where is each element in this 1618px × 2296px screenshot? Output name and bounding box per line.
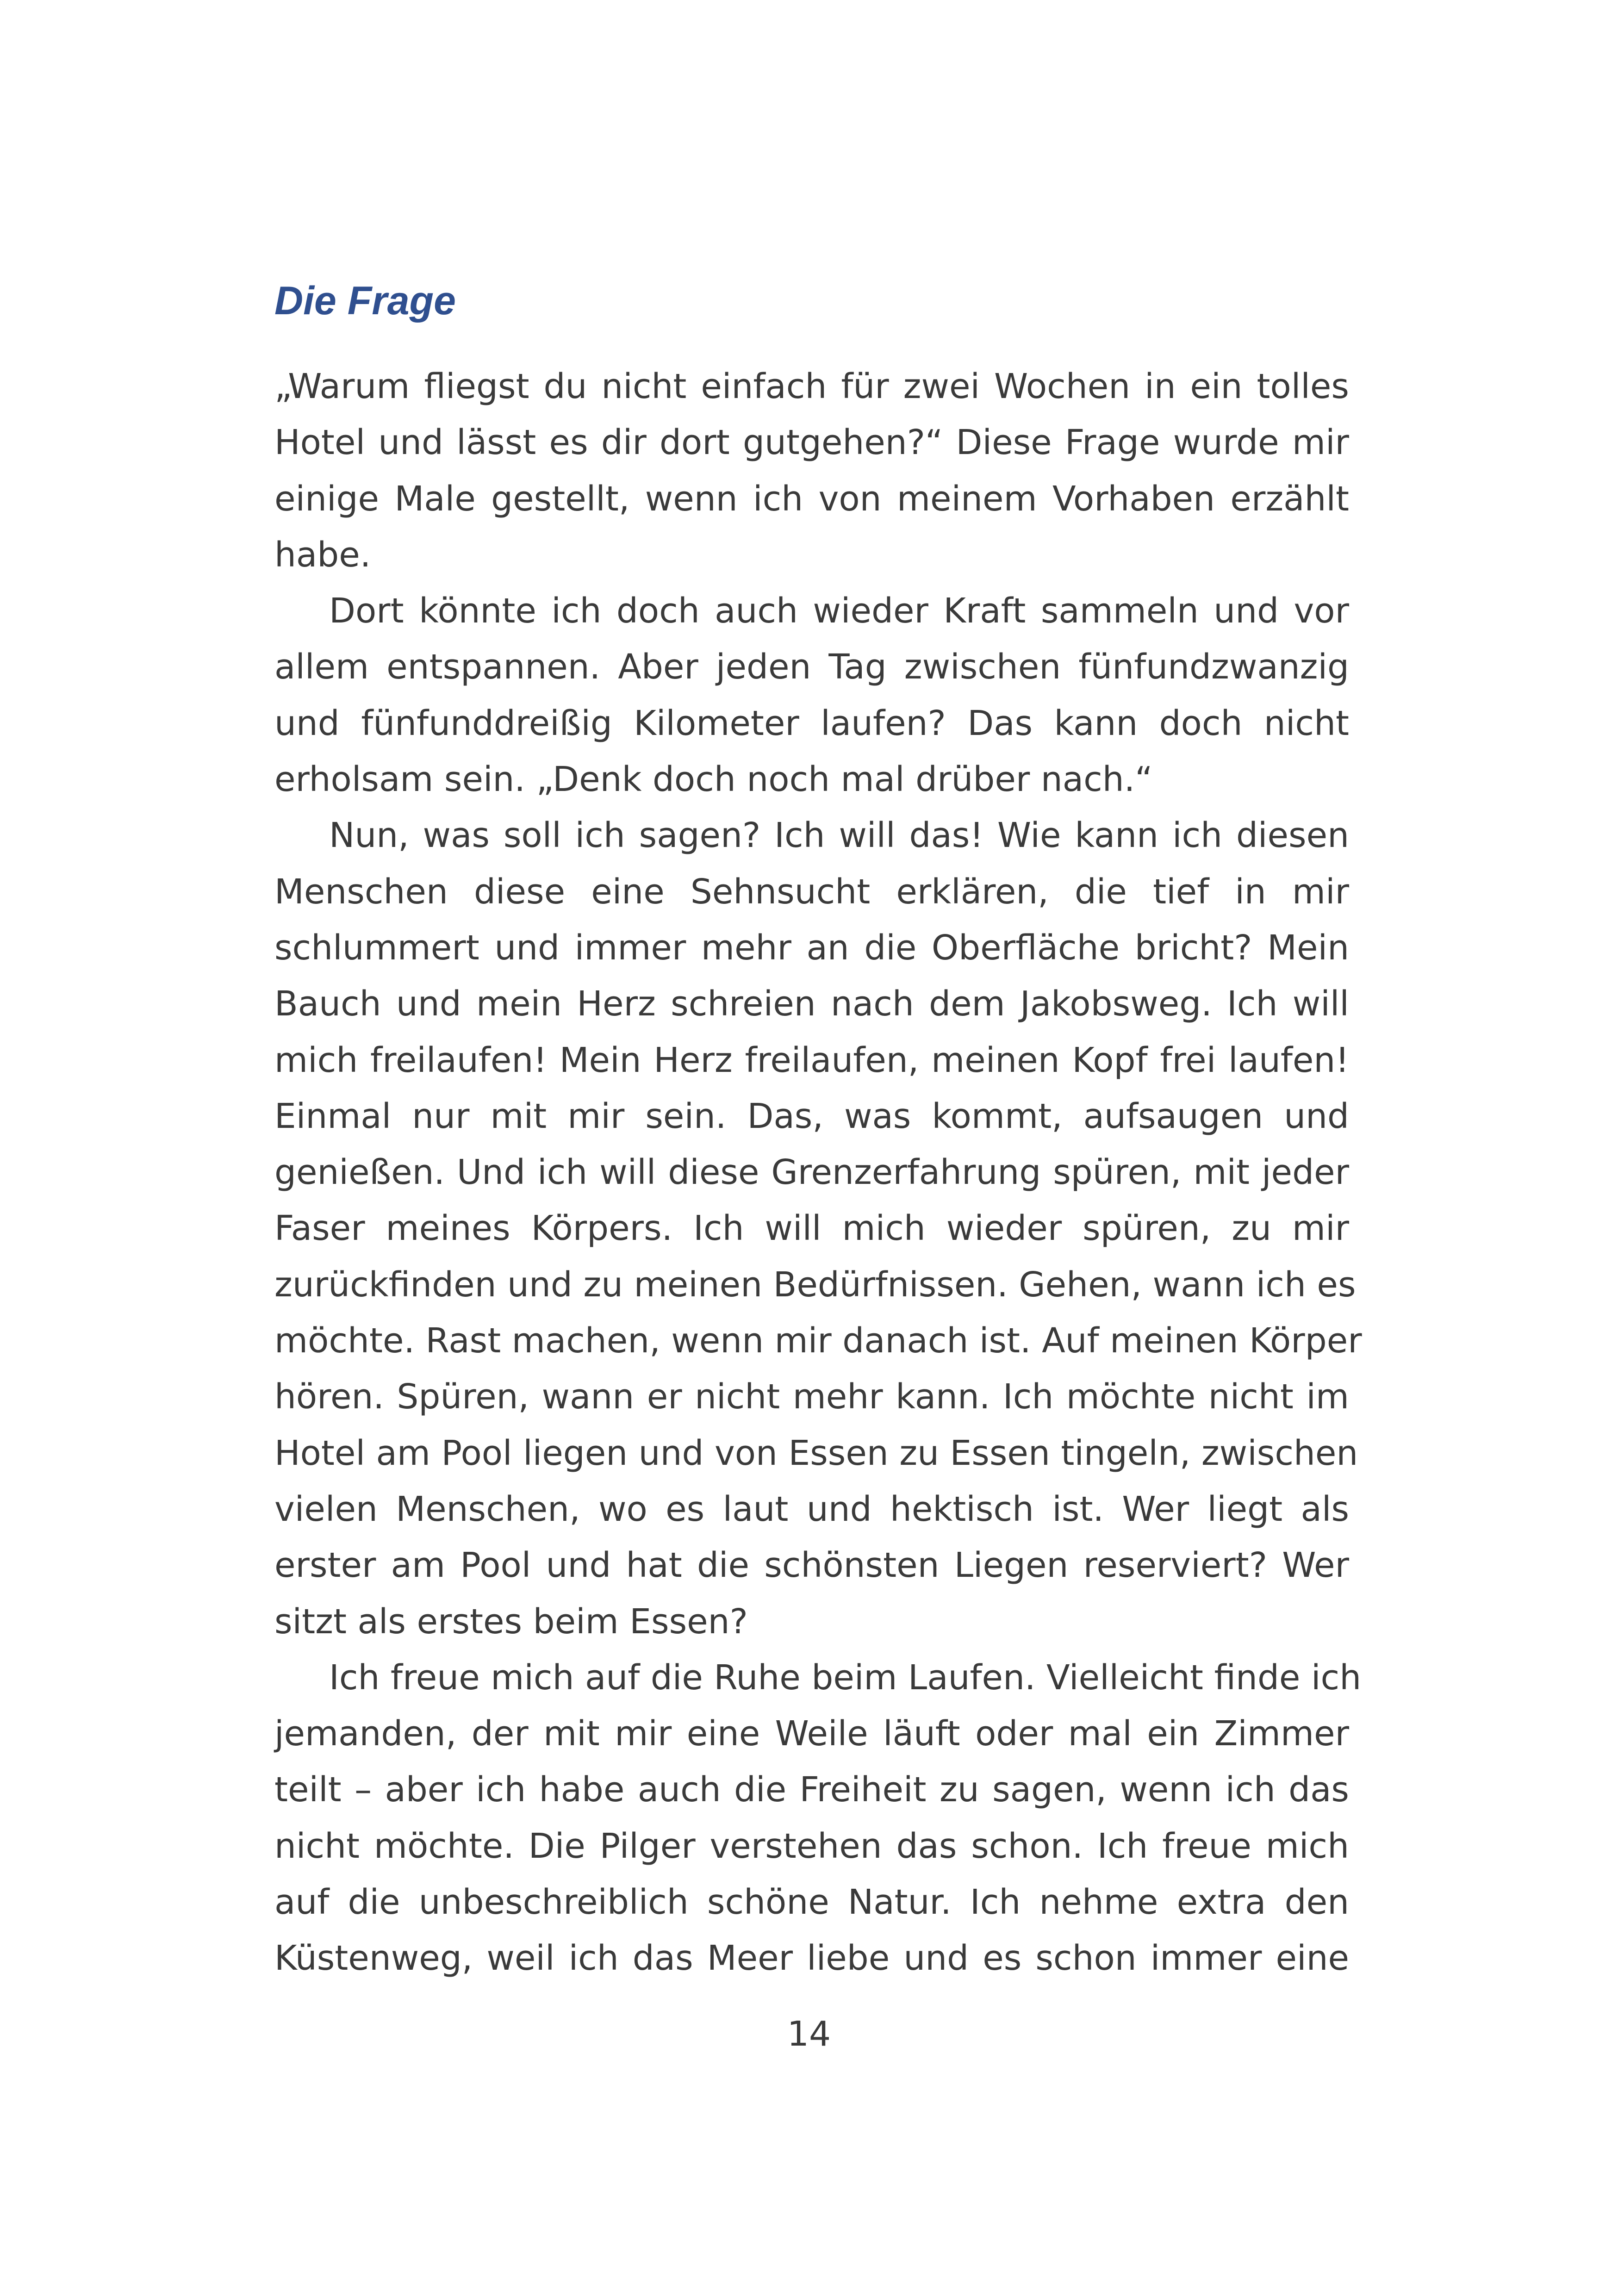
text-line: Einmal nur mit mir sein. Das, was kommt, aufsaugen und bbox=[274, 1096, 1349, 1136]
text-line: allem entspannen. Aber jeden Tag zwischen fünfundzwanzig bbox=[274, 647, 1349, 687]
text-line: mich freilaufen! Mein Herz freilaufen, meinen Kopf frei laufen! bbox=[274, 1040, 1349, 1080]
text-line: einige Male gestellt, wenn ich von meinem Vorhaben erzählt bbox=[274, 479, 1349, 519]
text-line: vielen Menschen, wo es laut und hektisch ist. Wer liegt als bbox=[274, 1489, 1349, 1529]
paragraph-1 bbox=[274, 359, 1349, 583]
text-line: teilt – aber ich habe auch die Freiheit zu sagen, wenn ich das bbox=[274, 1770, 1349, 1810]
text-line: auf die unbeschreiblich schöne Natur. Ich nehme extra den bbox=[274, 1882, 1349, 1923]
chapter-title: Die Frage bbox=[274, 279, 456, 323]
paragraph-4 bbox=[274, 1650, 1362, 1987]
text-line: möchte. Rast machen, wenn mir danach ist. Auf meinen Körper bbox=[274, 1321, 1362, 1361]
text-line: erster am Pool und hat die schönsten Liegen reserviert? Wer bbox=[274, 1545, 1349, 1586]
paragraph-2 bbox=[274, 583, 1349, 808]
text-line: Dort könnte ich doch auch wieder Kraft sammeln und vor bbox=[329, 591, 1349, 631]
text-line: jemanden, der mit mir eine Weile läuft oder mal ein Zimmer bbox=[274, 1714, 1349, 1754]
text-line: Ich freue mich auf die Ruhe beim Laufen. Vielleicht finde ich bbox=[329, 1657, 1362, 1698]
text-line: zurückfinden und zu meinen Bedürfnissen. Gehen, wann ich es bbox=[274, 1264, 1356, 1305]
text-line: sitzt als erstes beim Essen? bbox=[274, 1601, 748, 1642]
text-line: habe. bbox=[274, 535, 371, 575]
text-line: nicht möchte. Die Pilger verstehen das schon. Ich freue mich bbox=[274, 1826, 1349, 1866]
text-line: Hotel am Pool liegen und von Essen zu Essen tingeln, zwischen bbox=[274, 1433, 1358, 1473]
body-text bbox=[274, 359, 1362, 1987]
paragraph-3 bbox=[274, 808, 1362, 1649]
text-line: und fünfunddreißig Kilometer laufen? Das kann doch nicht bbox=[274, 703, 1349, 743]
text-line: genießen. Und ich will diese Grenzerfahrung spüren, mit jeder bbox=[274, 1152, 1349, 1193]
text-line: Hotel und lässt es dir dort gutgehen?“ Diese Frage wurde mir bbox=[274, 423, 1349, 463]
text-line: Nun, was soll ich sagen? Ich will das! Wie kann ich diesen bbox=[329, 815, 1349, 856]
text-line: Bauch und mein Herz schreien nach dem Jakobsweg. Ich will bbox=[274, 984, 1349, 1024]
text-line: Küstenweg, weil ich das Meer liebe und es schon immer eine bbox=[274, 1938, 1349, 1979]
text-line: Menschen diese eine Sehnsucht erklären, die tief in mir bbox=[274, 871, 1349, 912]
text-line: hören. Spüren, wann er nicht mehr kann. Ich möchte nicht im bbox=[274, 1377, 1349, 1417]
page-number: 14 bbox=[787, 2014, 831, 2054]
text-line: Faser meines Körpers. Ich will mich wieder spüren, zu mir bbox=[274, 1208, 1349, 1249]
text-line: erholsam sein. „Denk doch noch mal drüber nach.“ bbox=[274, 759, 1153, 800]
text-line: „Warum fliegst du nicht einfach für zwei Wochen in ein tolles bbox=[274, 367, 1349, 406]
text-line: schlummert und immer mehr an die Oberfläche bricht? Mein bbox=[274, 927, 1349, 968]
